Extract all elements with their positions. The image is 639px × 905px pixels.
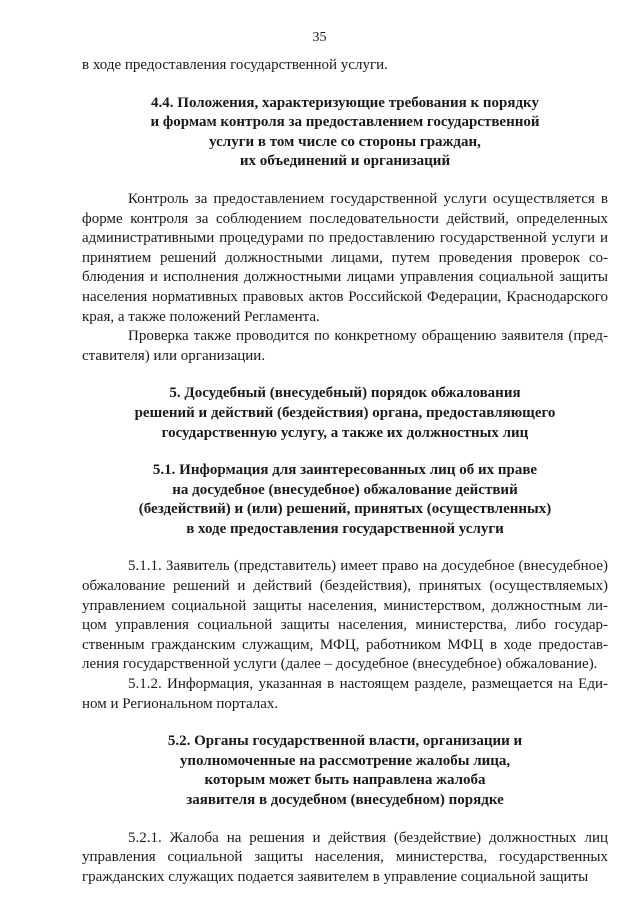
heading-line: государственную услугу, а также их должностных лиц xyxy=(161,424,529,441)
heading-4-4 xyxy=(82,94,608,172)
heading-5-1 xyxy=(82,461,608,539)
heading-line: 5.1. Информация для заинтересованных лиц об их праве xyxy=(152,462,538,479)
paragraph-5-2-1: 5.2.1. Жалоба на решения и действия (бездействие) должностных лиц управления социальной защиты населения, министерства, государственных гражданских служащих подается заявителем в управление социальной защиты xyxy=(82,829,608,885)
heading-line: на досудебное (внесудебное) обжалование действий xyxy=(172,481,518,498)
paragraph-4-4-control: Контроль за предоставлением государственной услуги осуществляется в форме контроля за соблюдением последовательности действий, определенных административными процедурами по предоставлению государственной услуги и принятием решений должностными лицами, путем проведения проверок соблюдения и исполнения должностными лицами управления социальной защиты населения нормативных правовых актов Российской Федерации, Краснодарского края, а также положений Регламента. xyxy=(82,190,608,325)
intro-line: в ходе предоставления государственной услуги. xyxy=(82,57,388,73)
paragraph-5-1-2: 5.1.2. Информация, указанная в настоящем разделе, размещается на Едином и Региональном порталах. xyxy=(82,676,608,712)
heading-line: и формам контроля за предоставлением государственной xyxy=(150,114,540,131)
heading-line: заявителя в досудебном (внесудебном) порядке xyxy=(186,792,504,808)
heading-line: 4.4. Положения, характеризующие требования к порядку xyxy=(151,94,539,111)
heading-line: 5.2. Органы государственной власти, организации и xyxy=(167,733,523,750)
heading-line: которым может быть направлена жалоба xyxy=(204,772,486,789)
page-content xyxy=(82,56,608,887)
paragraph-4-4-check: Проверка также проводится по конкретному обращению заявителя (представителя) или организации. xyxy=(82,328,608,364)
heading-line: 5. Досудебный (внесудебный) порядок обжалования xyxy=(169,385,521,402)
heading-line: уполномоченные на рассмотрение жалобы лица, xyxy=(179,752,511,769)
heading-line: услуги в том числе со стороны граждан, xyxy=(209,133,481,150)
heading-line: в ходе предоставления государственной услуги xyxy=(186,520,504,537)
heading-5-2 xyxy=(82,732,608,810)
heading-5 xyxy=(82,384,608,443)
heading-line: (бездействий) и (или) решений, принятых (осуществленных) xyxy=(138,501,552,518)
page-number: 35 xyxy=(312,30,327,45)
paragraph-5-1-1: 5.1.1. Заявитель (представитель) имеет право на досудебное (внесудебное) обжалование решений и действий (бездействия), принятых (осуществляемых) управлением социальной защиты населения, министерством, должностным лицом управления социальной защиты населения, министерства, либо государственным гражданским служащим, МФЦ, работником МФЦ в ходе предоставления государственной услуги (далее – досудебное (внесудебное) обжалование). xyxy=(82,558,608,673)
heading-line: решений и действий (бездействия) органа, предоставляющего xyxy=(134,404,556,421)
heading-line: их объединений и организаций xyxy=(239,153,451,170)
